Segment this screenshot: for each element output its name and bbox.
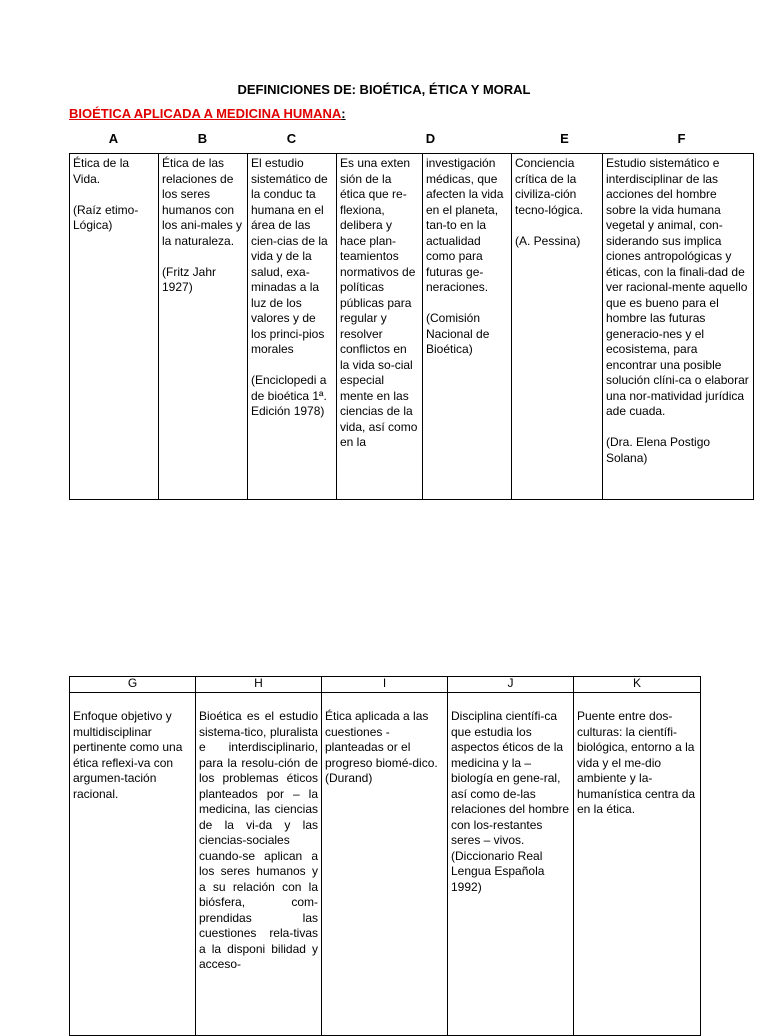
section-subtitle (69, 106, 346, 121)
table-cell: Estudio sistemático e interdisciplinar de las acciones del hombre sobre la vida humana vegetal y animal, con-siderando sus implica ciones antropológicas y éticas, con la finali-dad de ver racional-mente aquello que es bueno para el hombre las futuras generacio-nes y el ecosistema, para encontrar una posible solución clíni-ca o elaborar una nor-matividad jurídica ade cuada. (Dra. Elena Postigo Solana) (603, 154, 754, 500)
subtitle-text: BIOÉTICA APLICADA A MEDICINA HUMANA (69, 106, 342, 121)
table-cell: Conciencia crítica de la civiliza-ción tecno-lógica. (A. Pessina) (512, 154, 603, 500)
table-row (70, 154, 754, 500)
table-cell: Ética de la Vida. (Raíz etimo- Lógica) (70, 154, 159, 500)
subtitle-suffix: : (341, 106, 346, 121)
definitions-table-2 (69, 676, 701, 1036)
table-row (70, 693, 701, 1036)
column-letter: A (108, 131, 119, 146)
column-letter: D (425, 131, 436, 146)
table-cell: investigación médicas, que afecten la vida en el planeta, tan-to en la actualidad como para futuras ge-neraciones. (Comisión Nacional de Bioética) (423, 154, 512, 500)
table-cell: Enfoque objetivo y multidisciplinar pertinente como una ética reflexi-va con argumen-tación racional. (70, 693, 196, 1036)
table-cell: Ética de las relaciones de los seres humanos con los ani-males y la naturaleza. (Fritz Jahr 1927) (159, 154, 248, 500)
column-letter: G (70, 677, 196, 693)
column-letter: J (448, 677, 574, 693)
column-letter: F (677, 131, 686, 146)
column-letter: E (560, 131, 569, 146)
table-cell: Disciplina científi-ca que estudia los aspectos éticos de la medicina y la – biología en gene-ral, así como de-las relaciones del hombre con los-restantes seres – vivos. (Diccionario Real Lengua Española 1992) (448, 693, 574, 1036)
table-cell: Es una exten sión de la ética que re-flexiona, delibera y hace plan-teamientos normativos de políticas públicas para regular y resolver conflictos en la vida so-cial especial mente en las ciencias de la vida, así como en la (337, 154, 423, 500)
table-cell: Bioética es el estudio sistema-tico, pluralista e interdisciplinario, para la resolu-ción de los problemas éticos planteados por – la medicina, las ciencias de la vi-da y las ciencias-sociales cuando-se aplican a los seres humanos y a su relación con la biósfera, com-prendidas las cuestiones rela-tivas a la disponi bilidad y acceso- (196, 693, 322, 1036)
column-letter: K (574, 677, 701, 693)
table-cell: Ética aplicada a las cuestiones -planteadas or el progreso biomé-dico. (Durand) (322, 693, 448, 1036)
document-title: DEFINICIONES DE: BIOÉTICA, ÉTICA Y MORAL (237, 82, 531, 97)
column-letter: C (286, 131, 297, 146)
table-cell: El estudio sistemático de la conduc ta humana en el área de las cien-cias de la vida y de la salud, exa-minadas a la luz de los valores y de los princi-pios morales (Enciclopedi a de bioética 1ª. Edición 1978) (248, 154, 337, 500)
column-letter: I (322, 677, 448, 693)
table-header-row (70, 677, 701, 693)
column-letter: B (197, 131, 208, 146)
table-cell: Puente entre dos-culturas: la científi-biológica, entorno a la vida y el me-dio ambiente y la-humanística centra da en la ética. (574, 693, 701, 1036)
column-letter: H (196, 677, 322, 693)
definitions-table-1 (69, 153, 754, 500)
